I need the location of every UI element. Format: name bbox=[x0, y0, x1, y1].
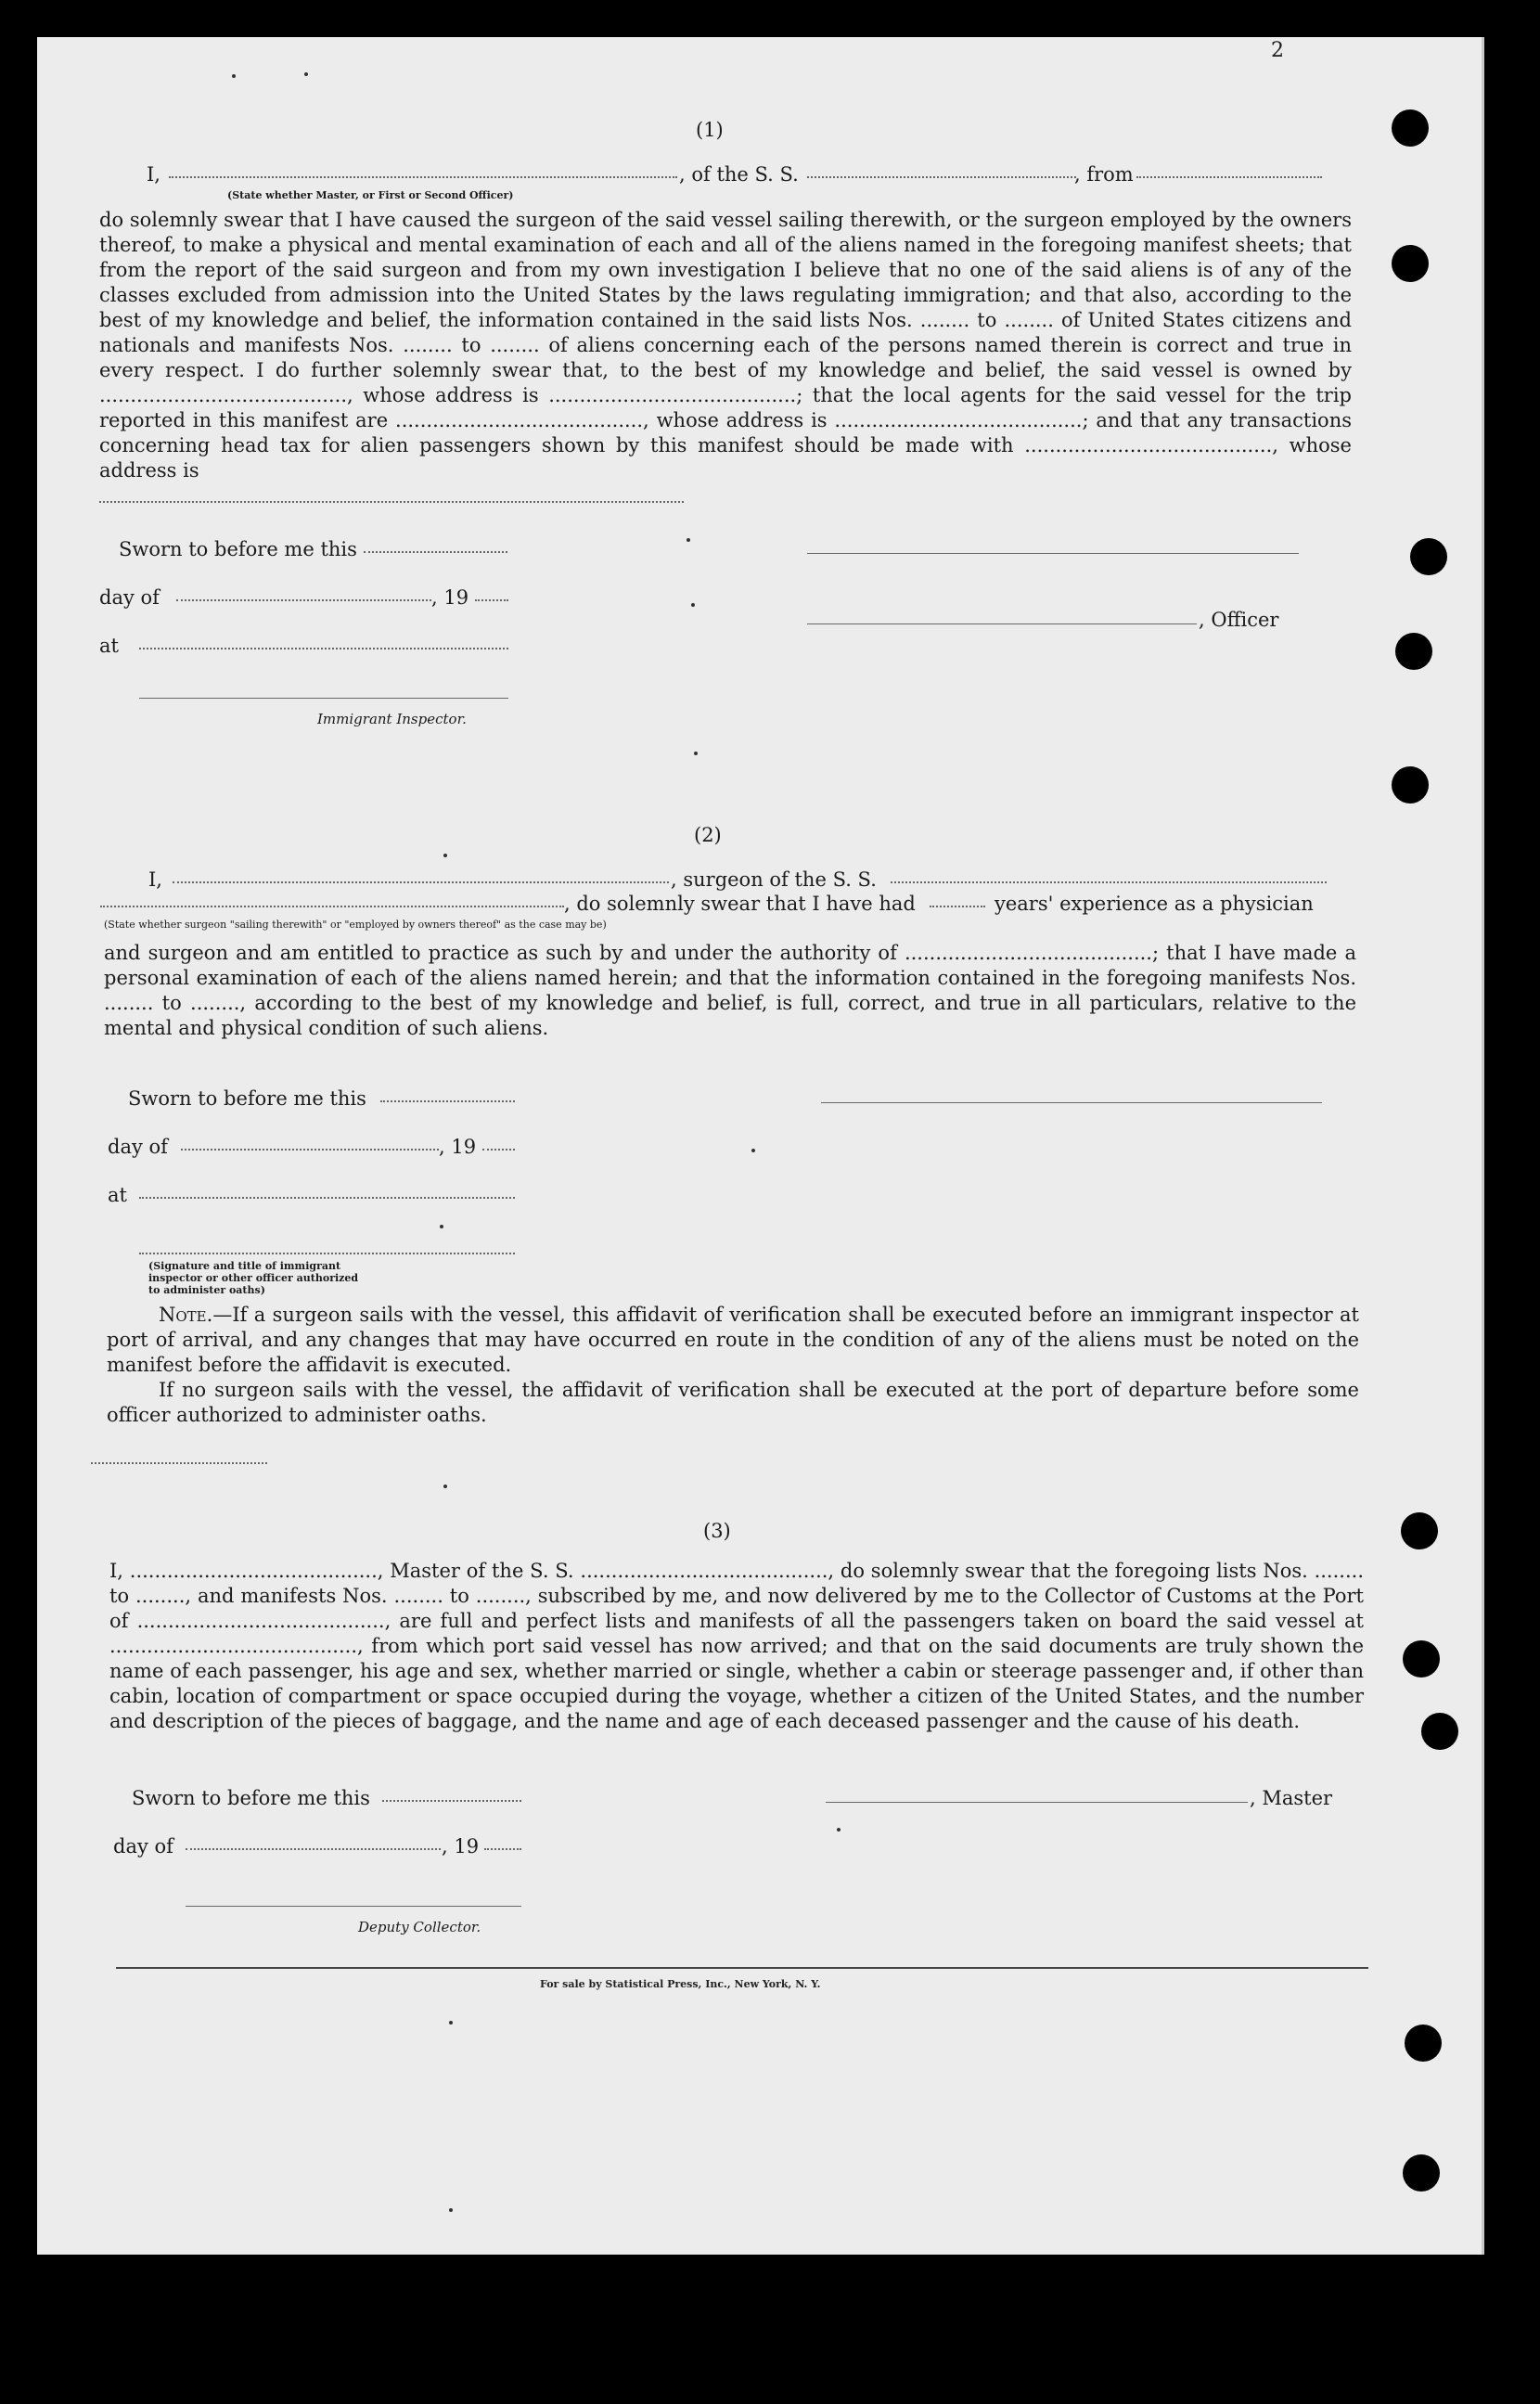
s2-years-field bbox=[930, 906, 985, 907]
punch-hole-icon bbox=[1392, 766, 1429, 803]
s1-title-note: (State whether Master, or First or Second Officer) bbox=[227, 189, 514, 201]
punch-hole-icon bbox=[1392, 109, 1429, 147]
s3-day-of-label: day of bbox=[113, 1835, 173, 1858]
s1-day-of-label: day of bbox=[99, 586, 160, 609]
s1-name-field bbox=[169, 176, 677, 178]
s3-sworn-label: Sworn to before me this bbox=[132, 1787, 370, 1809]
scan-speck bbox=[751, 1149, 755, 1152]
s3-year-label: , 19 bbox=[442, 1835, 480, 1858]
s3-sworn-field bbox=[382, 1800, 521, 1802]
s2-oath-paragraph: and surgeon and am entitled to practice as such by and under the authority of ........................................; that I have made a personal examination of each of the aliens named herein; and that the information contained in the foregoing manifests Nos. ........ to ........, according to the best of my knowledge and belief, is full, correct, and true in all particulars, relative to the mental and physical condition of such aliens. bbox=[104, 942, 1356, 1039]
s1-address-field bbox=[99, 501, 684, 503]
s1-oath-paragraph: do solemnly swear that I have caused the surgeon of the said vessel sailing therewith, or the surgeon employed by the owners thereof, to make a physical and mental examination of each and all of the aliens named in the foregoing manifest sheets; that from the report of the said surgeon and from my own investigation I believe that no one of the said aliens is of any of the classes excluded from admission into the United States by the laws regulating immigration; and that also, according to the best of my knowledge and belief, the information contained in the said lists Nos. ........ to ........ of United States citizens and nationals and manifests Nos. ........ to ........ of aliens concerning each of the persons named therein is correct and true in every respect. I do further solemnly swear that, to the best of my knowledge and belief, the said vessel is owned by ........................................, whose address is ........................................; that the local agents for the said vessel for the trip reported in this manifest are ........................................, whose address is ........................................; and that any transactions concerning head tax for alien passengers shown by this manifest should be made with ........................................, whose address is bbox=[99, 209, 1352, 482]
scan-speck bbox=[449, 2208, 453, 2212]
punch-hole-icon bbox=[1392, 245, 1429, 282]
s1-line1-mid: , of the S. S. bbox=[679, 163, 799, 186]
scan-speck bbox=[694, 752, 698, 755]
s1-inspector-signature-line bbox=[139, 698, 508, 699]
s2-status-field bbox=[100, 906, 564, 907]
s2-at-label: at bbox=[108, 1184, 127, 1206]
s1-line1-end: , from bbox=[1074, 163, 1134, 186]
s1-day-field bbox=[176, 599, 431, 601]
s1-officer-label: , Officer bbox=[1199, 609, 1279, 631]
s3-oath-paragraph: I, ........................................, Master of the S. S. ........................................, do solemnly swear that the foregoing lists Nos. ........ to ........, and manifests Nos. ........ to ........, subscribed by me, and now delivered by me to the Collector of Customs at the Port of ........................................, are full and perfect lists and manifests of all the passengers taken on board the said vessel at ........................................, from which port said vessel has now arrived; and that on the said documents are truly shown the name of each passenger, his age and sex, whether married or single, whether a cabin or steerage passenger and, if other than cabin, location of compartment or space occupied during the voyage, whether a citizen of the United States, and the number and description of the pieces of baggage, and the name and age of each deceased passenger and the cause of his death. bbox=[109, 1560, 1364, 1732]
s2-sworn-field bbox=[380, 1100, 515, 1102]
s2-line2-a: , do solemnly swear that I have had bbox=[564, 893, 916, 915]
s2-year-label: , 19 bbox=[439, 1136, 477, 1158]
s3-year-field bbox=[484, 1848, 521, 1850]
s3-collector-label: Deputy Collector. bbox=[358, 1919, 481, 1935]
s2-at-field bbox=[139, 1197, 515, 1199]
scan-speck bbox=[449, 2021, 453, 2025]
scan-speck bbox=[304, 72, 308, 76]
s2-signature-note: (Signature and title of immigrant inspector or other officer authorized to administer oaths) bbox=[148, 1260, 359, 1296]
scan-speck bbox=[440, 1225, 443, 1228]
section-1-number: (1) bbox=[696, 119, 724, 141]
document-page bbox=[37, 37, 1484, 2255]
scan-speck bbox=[232, 74, 236, 78]
s1-line1-prefix: I, bbox=[147, 163, 160, 186]
s1-sworn-field bbox=[364, 551, 507, 553]
scan-speck bbox=[443, 854, 447, 857]
punch-hole-icon bbox=[1405, 2025, 1442, 2062]
s2-day-field bbox=[181, 1149, 439, 1151]
punch-hole-icon bbox=[1401, 1512, 1438, 1549]
s2-line1-mid: , surgeon of the S. S. bbox=[671, 868, 877, 891]
s2-note-2: If no surgeon sails with the vessel, the affidavit of verification shall be executed at the port of departure before some officer authorized to administer oaths. bbox=[107, 1379, 1359, 1426]
s1-vessel-field bbox=[807, 176, 1076, 178]
s2-name-field bbox=[173, 881, 669, 883]
s1-at-label: at bbox=[99, 635, 119, 657]
dotted-separator bbox=[91, 1462, 267, 1464]
s2-status-note: (State whether surgeon "sailing therewith" or "employed by owners thereof" as the case may be) bbox=[104, 919, 607, 931]
s1-sworn-label: Sworn to before me this bbox=[119, 538, 357, 560]
s2-year-field bbox=[482, 1149, 515, 1151]
s2-officer-signature-line bbox=[139, 1253, 515, 1254]
s2-day-of-label: day of bbox=[108, 1136, 168, 1158]
section-2-number: (2) bbox=[694, 824, 722, 846]
s3-collector-signature-line bbox=[186, 1906, 521, 1907]
s3-master-signature-line bbox=[826, 1802, 1248, 1803]
footer-rule bbox=[116, 1967, 1368, 1969]
punch-hole-icon bbox=[1395, 633, 1432, 670]
scan-speck bbox=[837, 1828, 841, 1832]
punch-hole-icon bbox=[1403, 2154, 1440, 2192]
scan-speck bbox=[443, 1485, 447, 1488]
scan-speck bbox=[691, 603, 695, 607]
s1-from-field bbox=[1136, 176, 1322, 178]
s1-year-field bbox=[475, 599, 508, 601]
s1-inspector-label: Immigrant Inspector. bbox=[317, 711, 467, 727]
punch-hole-icon bbox=[1421, 1713, 1458, 1750]
s1-signature-line bbox=[807, 553, 1299, 554]
punch-hole-icon bbox=[1410, 538, 1447, 575]
s1-year-label: , 19 bbox=[431, 586, 469, 609]
s2-surgeon-signature-line bbox=[821, 1102, 1322, 1103]
scan-speck bbox=[687, 538, 690, 542]
s1-at-field bbox=[139, 648, 508, 649]
page-number: 2 bbox=[1271, 39, 1284, 62]
footer-imprint: For sale by Statistical Press, Inc., New York, N. Y. bbox=[540, 1978, 821, 1990]
s2-sworn-label: Sworn to before me this bbox=[128, 1087, 366, 1110]
s3-day-field bbox=[186, 1848, 441, 1850]
s3-master-label: , Master bbox=[1250, 1787, 1333, 1809]
s2-note-paragraph bbox=[107, 1303, 1359, 1378]
s2-line1-prefix: I, bbox=[148, 868, 162, 891]
section-3-number: (3) bbox=[703, 1520, 731, 1542]
punch-hole-icon bbox=[1403, 1640, 1440, 1678]
s1-officer-line bbox=[807, 623, 1197, 624]
s2-note-label: Note. bbox=[159, 1304, 213, 1326]
s2-line2-b: years' experience as a physician bbox=[995, 893, 1314, 915]
s2-vessel-field bbox=[891, 881, 1327, 883]
s2-note-text: —If a surgeon sails with the vessel, this affidavit of verification shall be executed before an immigrant inspector at port of arrival, and any changes that may have occurred en route in the condition of any of the aliens must be noted on the manifest before the affidavit is executed. bbox=[107, 1304, 1359, 1376]
